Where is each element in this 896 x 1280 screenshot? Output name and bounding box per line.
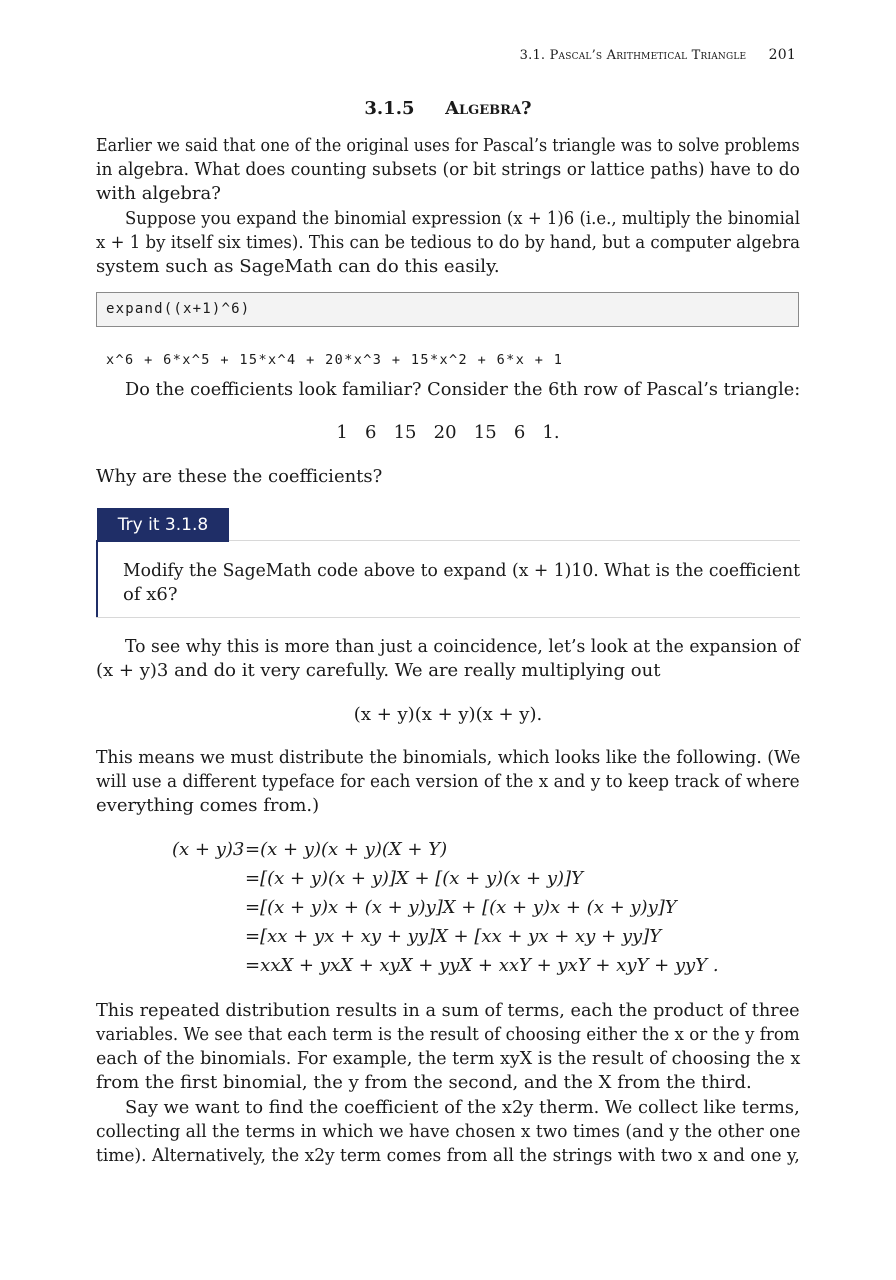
paragraph-line: variables. We see that each term is the result of choosing either the x or the y from (96, 1024, 800, 1045)
paragraph-line: (x + y)3 and do it very carefully. We are really multiplying out (96, 660, 661, 681)
section-heading (0, 98, 896, 119)
paragraph-line: Say we want to find the coefficient of the x2y therm. We collect like terms, (125, 1097, 800, 1118)
tryit-text: of x6? (123, 584, 178, 605)
code-input-cell[interactable] (96, 292, 799, 327)
paragraph-line: system such as SageMath can do this easily. (96, 256, 500, 277)
tryit-text: Modify the SageMath code above to expand (x + 1)10. What is the coefficient (123, 560, 801, 581)
running-header (520, 47, 796, 63)
paragraph-line: time). Alternatively, the x2y term comes from all the strings with two x and one y, (96, 1145, 800, 1166)
page-number: 201 (768, 47, 796, 63)
running-title: 3.1. Pascal’s Arithmetical Triangle (519, 48, 747, 63)
code-input[interactable]: expand((x+1)^6) (106, 301, 251, 317)
tryit-top-rule (229, 540, 800, 541)
paragraph-line: To see why this is more than just a coincidence, let’s look at the expansion of (125, 636, 800, 657)
section-number: 3.1.5 (364, 98, 415, 119)
paragraph-line: everything comes from.) (96, 795, 320, 816)
paragraph-line: will use a different typeface for each version of the x and y to keep track of where (96, 771, 800, 792)
paragraph-line: This repeated distribution results in a sum of terms, each the product of three (96, 1000, 800, 1021)
code-output: x^6 + 6*x^5 + 15*x^4 + 20*x^3 + 15*x^2 + 6*x + 1 (106, 352, 564, 368)
paragraph-line: This means we must distribute the binomials, which looks like the following. (We (96, 747, 801, 768)
paragraph-line: Do the coefficients look familiar? Consider the 6th row of Pascal’s triangle: (125, 379, 801, 400)
section-title: Algebra? (445, 98, 532, 119)
align-row: =[xx + yx + xy + yy]X + [xx + yx + xy + yy]Y (245, 926, 662, 947)
pascal-row: 1 6 15 20 15 6 1. (336, 422, 560, 443)
display-equation: (x + y)(x + y)(x + y). (353, 704, 543, 725)
align-row: =[(x + y)(x + y)]X + [(x + y)(x + y)]Y (245, 868, 583, 889)
paragraph-line: with algebra? (96, 183, 221, 204)
paragraph-line: Earlier we said that one of the original uses for Pascal’s triangle was to solve problems (96, 135, 800, 156)
tryit-bottom-rule (96, 617, 800, 618)
align-lhs: (x + y)3 (172, 839, 245, 860)
paragraph-line: collecting all the terms in which we have chosen x two times (and y the other one (96, 1121, 801, 1142)
paragraph-line: x + 1 by itself six times). This can be tedious to do by hand, but a computer algebra (96, 232, 801, 253)
tryit-label: Try it 3.1.8 (97, 508, 229, 542)
align-row: =(x + y)(x + y)(X + Y) (245, 839, 448, 860)
align-row: =xxX + yxX + xyX + yyX + xxY + yxY + xyY + yyY . (245, 955, 719, 976)
paragraph-line: in algebra. What does counting subsets (or bit strings or lattice paths) have to do (96, 159, 800, 180)
tryit-side-rule (96, 540, 98, 618)
paragraph-line: Why are these the coefficients? (96, 466, 383, 487)
align-row: =[(x + y)x + (x + y)y]X + [(x + y)x + (x + y)y]Y (245, 897, 677, 918)
paragraph-line: from the first binomial, the y from the second, and the X from the third. (96, 1072, 752, 1093)
paragraph-line: Suppose you expand the binomial expression (x + 1)6 (i.e., multiply the binomial (125, 208, 800, 229)
paragraph-line: each of the binomials. For example, the term xyX is the result of choosing the x (96, 1048, 801, 1069)
